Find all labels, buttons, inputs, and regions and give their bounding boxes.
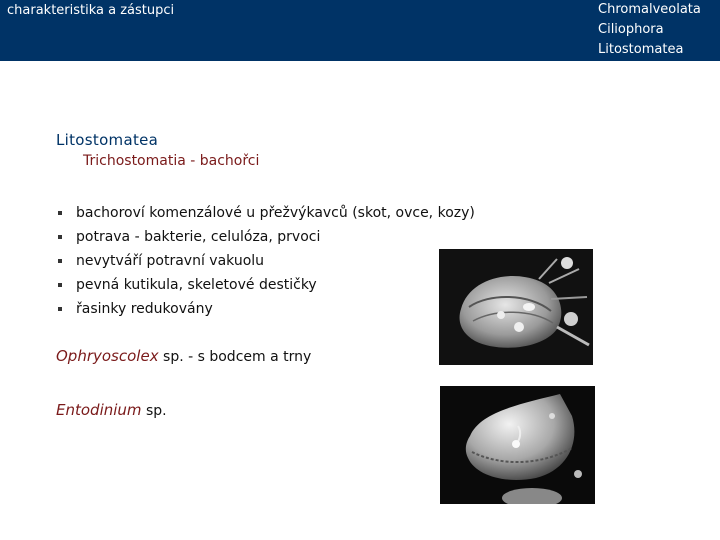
bullet-square-icon	[58, 259, 62, 263]
bullet-square-icon	[58, 283, 62, 287]
slide-title: Litostomatea	[56, 131, 159, 149]
bullet-square-icon	[58, 211, 62, 215]
species-entodinium	[56, 401, 167, 419]
bullet-square-icon	[58, 307, 62, 311]
taxonomy-level-1: Chromalveolata	[598, 2, 701, 17]
bullet-item: bachoroví komenzálové u přežvýkavců (skot, ovce, kozy)	[56, 201, 475, 225]
ophryoscolex-illustration	[439, 249, 593, 365]
species-note: sp. - s bodcem a trny	[158, 349, 312, 365]
taxonomy-level-2: Ciliophora	[598, 22, 664, 37]
bullet-item: potrava - bakterie, celulóza, prvoci	[56, 225, 475, 249]
entodinium-illustration	[440, 386, 595, 504]
ophryoscolex-micrograph	[439, 249, 593, 365]
bullet-item: pevná kutikula, skeletové destičky	[56, 273, 475, 297]
taxonomy-level-3: Litostomatea	[598, 42, 684, 57]
bullet-item: nevytváří potravní vakuolu	[56, 249, 475, 273]
slide-subtitle: Trichostomatia - bachořci	[83, 153, 260, 169]
bullet-square-icon	[58, 235, 62, 239]
bullet-item: řasinky redukovány	[56, 297, 475, 321]
taxonomy-list	[598, 0, 701, 60]
species-ophryoscolex	[56, 347, 311, 365]
entodinium-micrograph	[440, 386, 595, 504]
bullet-list	[56, 201, 475, 321]
species-genus: Ophryoscolex	[56, 347, 159, 365]
species-note: sp.	[141, 403, 167, 419]
species-genus: Entodinium	[56, 401, 142, 419]
header-bar	[0, 0, 720, 61]
header-section-label: charakteristika a zástupci	[7, 3, 175, 18]
